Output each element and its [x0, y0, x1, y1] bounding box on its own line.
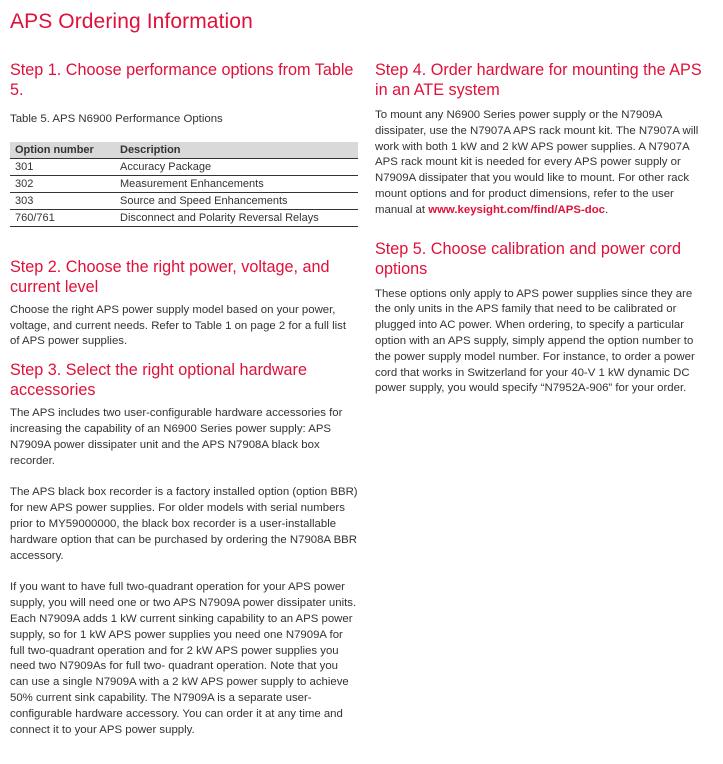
- step4-period: .: [605, 203, 609, 216]
- page-title: APS Ordering Information: [10, 10, 253, 33]
- option-number-cell: 760/761: [10, 209, 115, 226]
- option-number-cell: 303: [10, 192, 115, 209]
- description-cell: Disconnect and Polarity Reversal Relays: [115, 209, 358, 226]
- table-row: [10, 192, 358, 209]
- table-row: [10, 158, 358, 175]
- step3-paragraph-1: The APS includes two user-configurable hardware accessories for increasing the capability of an N6900 Series power supply: APS N7909A power dissipater unit and the APS N7908A black box recorder.: [10, 407, 343, 467]
- option-number-cell: 302: [10, 175, 115, 192]
- table-caption: Table 5. APS N6900 Performance Options: [10, 113, 223, 125]
- options-table: [10, 142, 358, 227]
- description-cell: Accuracy Package: [115, 158, 358, 175]
- step5-heading: Step 5. Choose calibration and power cord options: [375, 239, 681, 278]
- table-row: [10, 175, 358, 192]
- column-header-description: Description: [115, 142, 358, 159]
- step2-body: Choose the right APS power supply model based on your power, voltage, and current needs. Refer to Table 1 on page 2 for a full list of APS power supplies.: [10, 303, 347, 348]
- option-number-cell: 301: [10, 158, 115, 175]
- table-row: [10, 209, 358, 226]
- step1-heading: Step 1. Choose performance options from Table 5.: [10, 61, 354, 99]
- right-column: [375, 60, 711, 397]
- step4-text: To mount any N6900 Series power supply or the N7909A dissipater, use the N7907A APS rack mount kit. The N7907A will work with both 1 kW and 2 kW APS power supplies. A N7907A APS rack mount kit is needed for every APS power supply or N7909A dissipater that you would like to mount. For other rack mount options and for product dimensions, refer to the user manual at: [375, 109, 699, 216]
- step5-body: These options only apply to APS power supplies since they are the only units in the APS family that need to be calibrated or plugged into AC power. When ordering, to specify a particular option with an APS supply, simply append the option number to the power supply model number. For instance, to order a power cord that works in Switzerland for your 40-V 1 kW dynamic DC power supply, you would specify “N7952A-906” for your order.: [375, 287, 695, 395]
- left-column: [10, 60, 358, 738]
- column-header-option: Option number: [10, 142, 115, 159]
- step4-heading: Step 4. Order hardware for mounting the APS in an ATE system: [375, 61, 702, 99]
- description-cell: Measurement Enhancements: [115, 175, 358, 192]
- description-cell: Source and Speed Enhancements: [115, 192, 358, 209]
- step3-paragraph-3: If you want to have full two-quadrant operation for your APS power supply, you will need one or two APS N7909A power dissipater units. Each N7909A adds 1 kW current sinking capability to an APS power supply, so for 1 kW APS power supplies you need one N7909A for full two-quadrant operation and for 2 kW APS power supplies you need two N7909As for full two- quadrant operation. Note that you can use a single N7909A with a 2 kW APS power supply to achieve 50% current sink capability. The N7909A is a separate user-configurable hardware accessory. You can order it at any time and connect it to your APS power supply.: [10, 581, 357, 736]
- step2-heading: Step 2. Choose the right power, voltage, and current level: [10, 257, 330, 296]
- step3-heading: Step 3. Select the right optional hardware accessories: [10, 361, 307, 400]
- step3-paragraph-2: The APS black box recorder is a factory installed option (option BBR) for new APS power supplies. For older models with serial numbers prior to MY59000000, the black box recorder is a user-installable hardware option that can be purchased by ordering the N7908A BBR accessory.: [10, 486, 358, 562]
- table-header-row: [10, 142, 358, 159]
- documentation-link[interactable]: www.keysight.com/find/APS-doc: [428, 203, 605, 216]
- step4-body: [375, 108, 711, 219]
